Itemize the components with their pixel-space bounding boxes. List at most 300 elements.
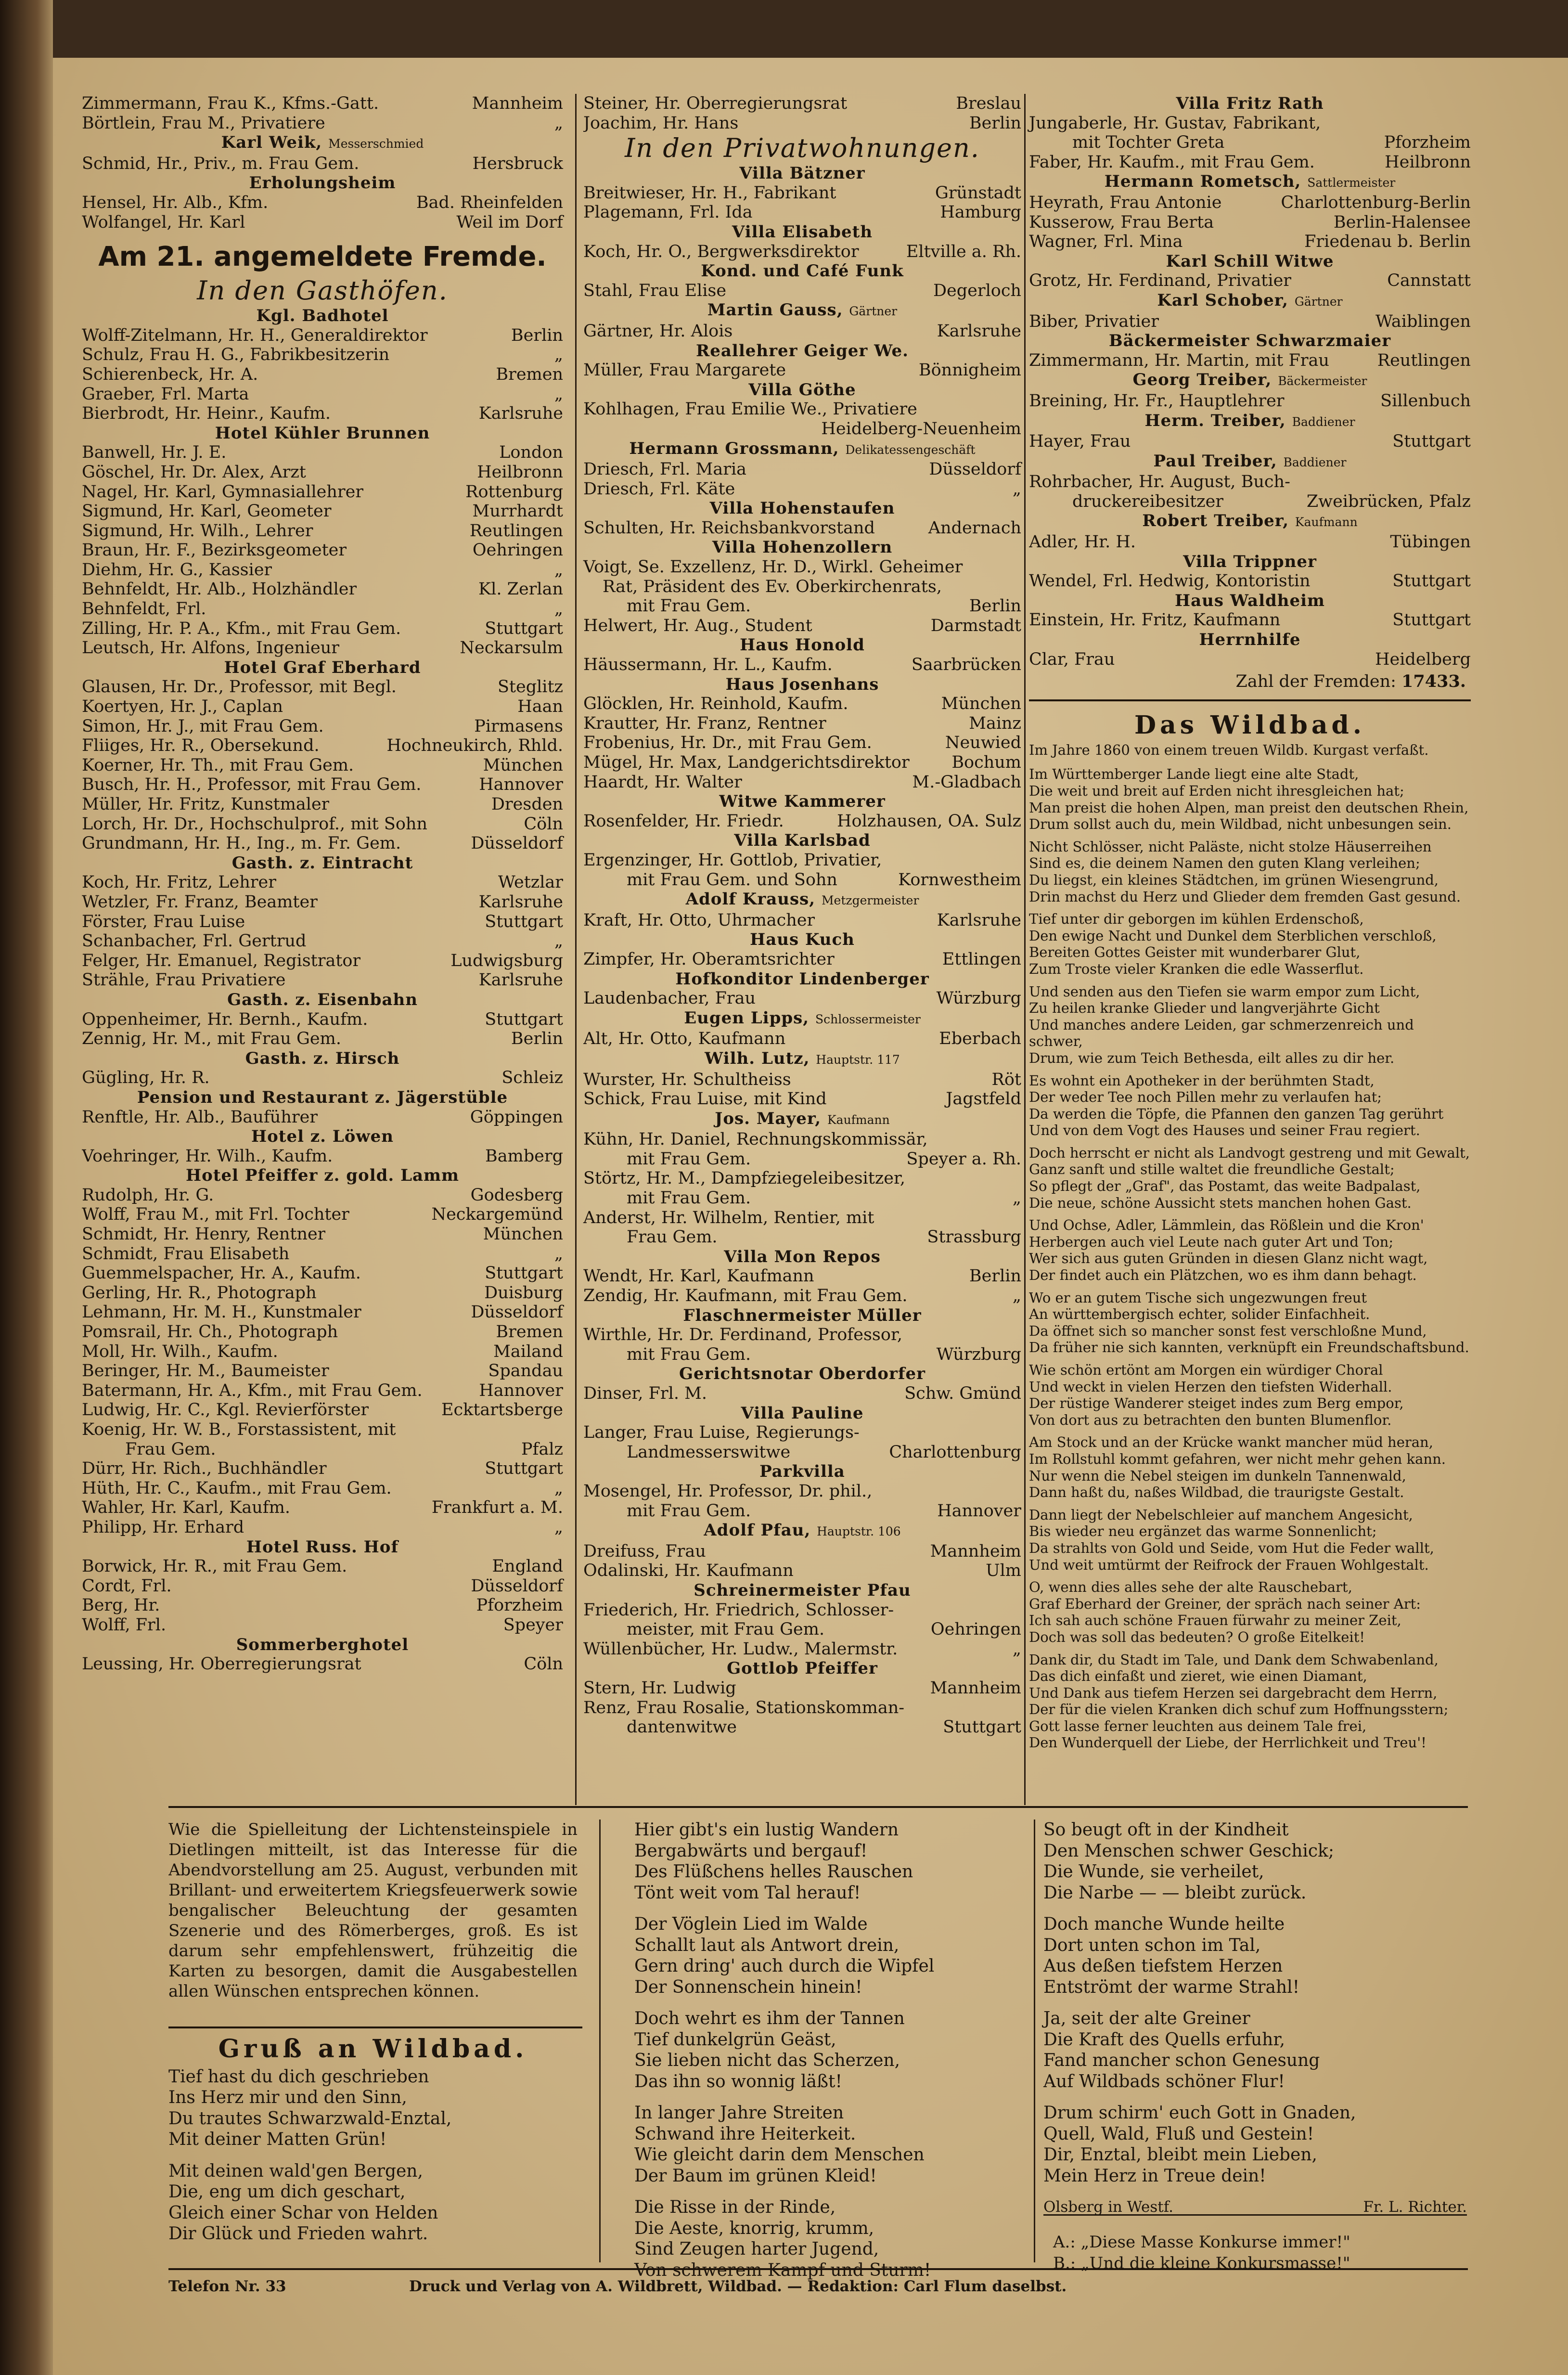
guest-origin: Ettlingen bbox=[942, 949, 1021, 969]
entry-line: Heidelberg-Neuenheim bbox=[821, 419, 1021, 439]
verse-line: Und Dank aus tiefem Herzen sei dargebracht dem Herrn, bbox=[1029, 1684, 1438, 1701]
verse-line: Ganz sanft und stille waltet die freundliche Gestalt; bbox=[1029, 1161, 1395, 1178]
guest-name: Voehringer, Hr. Wilh., Kaufm. bbox=[82, 1146, 333, 1166]
verse-line: Im Rollstuhl kommt gefahren, wer nicht mehr gehen kann. bbox=[1029, 1450, 1446, 1467]
guest-entry bbox=[583, 1639, 1021, 1659]
verse-line: Drum, wie zum Teich Bethesda, eilt alles zu dir her. bbox=[1029, 1049, 1395, 1066]
guest-origin: „ bbox=[554, 599, 563, 619]
verse-line: Gott lasse ferner leuchten aus deinem Tale frei, bbox=[1029, 1717, 1367, 1734]
guest-entry bbox=[82, 1068, 563, 1088]
guest-entry bbox=[82, 1361, 563, 1381]
guest-entry bbox=[82, 1615, 563, 1635]
guest-entry bbox=[583, 1089, 1021, 1109]
guest-name: Batermann, Hr. A., Kfm., mit Frau Gem. bbox=[82, 1381, 423, 1400]
guest-origin: Sillenbuch bbox=[1380, 391, 1471, 411]
stanza bbox=[1029, 1217, 1471, 1283]
guest-origin: „ bbox=[554, 931, 563, 951]
guest-entry bbox=[583, 753, 1021, 773]
guest-origin: Hannover bbox=[937, 1501, 1021, 1521]
poem-signature: Olsberg in Westf. Fr. L. Richter. bbox=[1043, 2198, 1467, 2216]
guest-origin: „ bbox=[554, 560, 563, 580]
guest-name: Schanbacher, Frl. Gertrud bbox=[82, 931, 307, 951]
guest-entry bbox=[583, 1501, 1021, 1521]
guest-origin: Dresden bbox=[491, 795, 563, 814]
guest-entry bbox=[1029, 492, 1471, 512]
guest-entry bbox=[82, 834, 563, 853]
guest-entry bbox=[583, 616, 1021, 636]
guest-origin: Berlin bbox=[969, 596, 1021, 616]
guest-origin: Darmstadt bbox=[930, 616, 1021, 635]
verse-line: Du trautes Schwarzwald-Enztal, bbox=[168, 2108, 452, 2129]
column-rule-1 bbox=[575, 94, 577, 1805]
guest-entry bbox=[82, 1479, 563, 1498]
guest-origin: Jagstfeld bbox=[946, 1089, 1021, 1109]
entry-line: Kühn, Hr. Daniel, Rechnungskommissär, bbox=[583, 1130, 928, 1149]
guest-name: Zendig, Hr. Kaufmann, mit Frau Gem. bbox=[583, 1286, 908, 1306]
guest-entry bbox=[82, 814, 563, 834]
guest-name: Frau Gem. bbox=[627, 1227, 718, 1247]
guest-entry bbox=[583, 773, 1021, 792]
verse-line: Bergabwärts und bergauf! bbox=[634, 1841, 868, 1861]
guest-name: Wendel, Frl. Hedwig, Kontoristin bbox=[1029, 571, 1311, 591]
guest-name: Gärtner, Hr. Alois bbox=[583, 321, 733, 341]
guest-origin: Berlin-Halensee bbox=[1333, 212, 1471, 232]
guest-entry bbox=[1029, 571, 1471, 591]
section-heading: Adolf Pfau, Hauptstr. 106 bbox=[704, 1521, 901, 1540]
guest-entry bbox=[82, 365, 563, 385]
verse-line: Der weder Tee noch Pillen mehr zu verlaufen hat; bbox=[1029, 1089, 1382, 1106]
guest-origin: Stuttgart bbox=[485, 1009, 563, 1029]
book-spine bbox=[0, 0, 53, 2375]
guest-entry bbox=[82, 1381, 563, 1401]
guest-origin: Oehringen bbox=[472, 541, 563, 560]
guest-origin: Bönnigheim bbox=[918, 361, 1021, 380]
guest-name: Hayer, Frau bbox=[1029, 432, 1131, 452]
section-heading: Reallehrer Geiger We. bbox=[695, 341, 909, 361]
stanza bbox=[634, 2103, 1029, 2186]
guest-origin: Pforzheim bbox=[1384, 133, 1471, 153]
guest-name: Strähle, Frau Privatiere bbox=[82, 970, 286, 990]
guest-origin: Düsseldorf bbox=[929, 460, 1021, 479]
verse-line: Von schwerem Kampf und Sturm! bbox=[634, 2260, 931, 2280]
guest-entry bbox=[583, 183, 1021, 203]
verse-line: Drum sollst auch du, mein Wildbad, nicht unbesungen sein. bbox=[1029, 816, 1452, 833]
verse-line: Ins Herz mir und den Sinn, bbox=[168, 2088, 407, 2107]
verse-line: Entströmt der warme Strahl! bbox=[1043, 1977, 1300, 1997]
guest-entry bbox=[82, 717, 563, 736]
section-heading: Gottlob Pfeiffer bbox=[727, 1659, 878, 1678]
guest-name: Wagner, Frl. Mina bbox=[1029, 232, 1183, 252]
guest-origin: Charlottenburg bbox=[889, 1442, 1021, 1462]
guest-entry bbox=[1029, 432, 1471, 452]
section-heading: Schreinermeister Pfau bbox=[694, 1580, 911, 1600]
poem-body bbox=[1029, 766, 1471, 1751]
verse-line: Da früher nie sich kannten, verknüpft ein Freundschaftsbund. bbox=[1029, 1339, 1469, 1356]
verse-line: Gleich einer Schar von Helden bbox=[168, 2203, 438, 2223]
guest-name: Göschel, Hr. Dr. Alex, Arzt bbox=[82, 462, 306, 482]
guest-name: Plagemann, Frl. Ida bbox=[583, 203, 753, 222]
verse-line: Da öffnet sich so mancher sonst fest verschloßne Mund, bbox=[1029, 1322, 1427, 1339]
guest-origin: Mannheim bbox=[930, 1541, 1021, 1561]
guest-origin: Bremen bbox=[496, 1322, 563, 1342]
guest-origin: Mailand bbox=[493, 1342, 563, 1361]
verse-line: Zu heilen kranke Glieder und langverjährte Gicht bbox=[1029, 1000, 1380, 1017]
guest-origin: Berlin bbox=[511, 325, 563, 345]
section-heading: Villa Bätzner bbox=[739, 164, 865, 183]
guest-entry bbox=[82, 94, 563, 114]
guest-name: Wendt, Hr. Karl, Kaufmann bbox=[583, 1266, 814, 1286]
guest-origin: Pfalz bbox=[521, 1439, 563, 1459]
guest-entry bbox=[583, 1561, 1021, 1581]
guest-entry bbox=[1029, 153, 1471, 172]
guest-name: Wüllenbücher, Hr. Ludw., Malermstr. bbox=[583, 1639, 898, 1659]
guest-name: Behnfeldt, Hr. Alb., Holzhändler bbox=[82, 580, 357, 599]
guest-origin: Stuttgart bbox=[485, 912, 563, 931]
guest-entry bbox=[82, 1596, 563, 1615]
verse-line: Der rüstige Wanderer steiget indes zum Berg empor, bbox=[1029, 1395, 1404, 1412]
guest-name: Zilling, Hr. P. A., Kfm., mit Frau Gem. bbox=[82, 619, 401, 638]
poem-title: Gruß an Wildbad. bbox=[218, 2034, 528, 2064]
entry-line: Friederich, Hr. Friedrich, Schlosser- bbox=[583, 1600, 894, 1620]
verse-line: Da strahlts von Gold und Seide, vom Hut die Feder wallt, bbox=[1029, 1539, 1434, 1556]
guest-entry bbox=[583, 203, 1021, 222]
entry-line: Mosengel, Hr. Professor, Dr. phil., bbox=[583, 1481, 873, 1501]
guest-origin: Breslau bbox=[956, 94, 1021, 113]
guest-name: Simon, Hr. J., mit Frau Gem. bbox=[82, 716, 324, 736]
section-heading: Gerichtsnotar Oberdorfer bbox=[679, 1364, 926, 1384]
guest-name: Dinser, Frl. M. bbox=[583, 1384, 707, 1403]
guest-name: Berg, Hr. bbox=[82, 1596, 160, 1615]
guest-origin: Schw. Gmünd bbox=[904, 1384, 1021, 1403]
announcement: Wie die Spielleitung der Lichtensteinspiele in Dietlingen mitteilt, ist das Interesse für die Abendvorstellung am 25. August, verbunden mit Brillant- und erweitertem Kriegsfeuerwerk sowie bengalischer Beleuchtung der gesamten Szenerie und des Römerberges, groß. Es ist darum sehr empfehlenswert, frühzeitig die Karten zu besorgen, damit die Ausgabestellen allen Wünschen entsprechen können. bbox=[168, 1820, 578, 2001]
guest-entry bbox=[82, 502, 563, 521]
entry-line: Störtz, Hr. M., Dampfziegeleibesitzer, bbox=[583, 1169, 906, 1188]
guest-name: Wolff, Frl. bbox=[82, 1615, 167, 1635]
guest-origin: Frankfurt a. M. bbox=[431, 1498, 563, 1518]
guest-origin: Degerloch bbox=[933, 281, 1021, 300]
guest-origin: Stuttgart bbox=[485, 1459, 563, 1479]
guest-name: Busch, Hr. H., Professor, mit Frau Gem. bbox=[82, 775, 422, 795]
section-heading: Eugen Lipps, Schlossermeister bbox=[684, 1008, 921, 1028]
bottom-column-3 bbox=[1043, 1820, 1467, 2274]
guest-name: Bierbrodt, Hr. Heinr., Kaufm. bbox=[82, 404, 331, 424]
stanza bbox=[1029, 983, 1471, 1067]
guest-name: mit Frau Gem. bbox=[627, 1344, 751, 1364]
section-heading: Villa Pauline bbox=[741, 1403, 864, 1423]
guest-name: Breitwieser, Hr. H., Fabrikant bbox=[583, 183, 836, 203]
section-heading: Kgl. Badhotel bbox=[256, 306, 389, 326]
verse-line: Tief unter dir geborgen im kühlen Erdenschoß, bbox=[1029, 911, 1364, 928]
guest-name: mit Frau Gem. bbox=[627, 1188, 751, 1208]
section-heading: Haus Waldheim bbox=[1174, 591, 1325, 610]
guest-name: Wahler, Hr. Karl, Kaufm. bbox=[82, 1498, 291, 1518]
guest-name: Schulten, Hr. Reichsbankvorstand bbox=[583, 518, 875, 538]
guest-name: druckereibesitzer bbox=[1072, 491, 1224, 511]
section-heading: Karl Weik, Messerschmied bbox=[221, 133, 424, 153]
verse-line: Ich sah auch schöne Frauen fürwahr zu meiner Zeit, bbox=[1029, 1612, 1401, 1629]
verse-line: Von dort aus zu betrachten den bunten Blumenflor. bbox=[1029, 1411, 1392, 1428]
verse-line: O, wenn dies alles sehe der alte Rauschebart, bbox=[1029, 1579, 1352, 1596]
guest-name: Clar, Frau bbox=[1029, 649, 1115, 669]
guest-entry bbox=[583, 1149, 1021, 1169]
stanza bbox=[634, 1914, 1029, 1998]
section-heading: Martin Gauss, Gärtner bbox=[707, 300, 898, 320]
verse-line: Zum Troste vieler Kranken die edle Wasserflut. bbox=[1029, 960, 1364, 977]
guest-origin: Kornwestheim bbox=[898, 870, 1021, 890]
guest-entry bbox=[82, 1147, 563, 1166]
section-heading: Georg Treiber, Bäckermeister bbox=[1132, 370, 1367, 390]
guest-entry bbox=[1029, 232, 1471, 252]
guest-origin: Stuttgart bbox=[485, 619, 563, 638]
section-heading: Bäckermeister Schwarzmaier bbox=[1108, 331, 1391, 351]
guest-name: Schick, Frau Luise, mit Kind bbox=[583, 1089, 827, 1109]
section-heading: Haus Kuch bbox=[750, 930, 855, 950]
guest-name: Lorch, Hr. Dr., Hochschulprof., mit Sohn bbox=[82, 814, 427, 834]
verse-line: So beugt oft in der Kindheit bbox=[1043, 1820, 1289, 1840]
guest-entry bbox=[1029, 351, 1471, 371]
guest-name: Rosenfelder, Hr. Friedr. bbox=[583, 811, 784, 831]
verse-line: So pflegt der „Graf", das Postamt, das weite Badpalast, bbox=[1029, 1178, 1421, 1195]
guest-entry bbox=[583, 950, 1021, 969]
section-heading: Karl Schober, Gärtner bbox=[1157, 290, 1343, 310]
guest-entry bbox=[82, 795, 563, 814]
guest-entry bbox=[82, 1205, 563, 1225]
guest-origin: Eltville a. Rh. bbox=[906, 242, 1021, 261]
guest-name: Lehmann, Hr. M. H., Kunstmaler bbox=[82, 1303, 361, 1322]
guest-entry bbox=[82, 1498, 563, 1518]
guest-origin: Schleiz bbox=[501, 1068, 563, 1088]
guest-origin: Charlottenburg-Berlin bbox=[1281, 193, 1471, 212]
verse-line: An württembergisch echter, solider Einfachheit. bbox=[1029, 1306, 1370, 1323]
guest-origin: Oehringen bbox=[930, 1620, 1021, 1639]
guest-entry bbox=[583, 1188, 1021, 1208]
guest-name: Grundmann, Hr. H., Ing., m. Fr. Gem. bbox=[82, 834, 401, 853]
guest-entry bbox=[82, 775, 563, 795]
stanza bbox=[1029, 766, 1471, 832]
verse-line: Der für die vielen Kranken dich schuf zum Hoffnungsstern; bbox=[1029, 1701, 1449, 1718]
guest-entry bbox=[82, 736, 563, 756]
guest-origin: München bbox=[483, 1225, 563, 1244]
guest-entry bbox=[583, 733, 1021, 753]
stanza bbox=[1029, 1652, 1471, 1752]
guest-origin: Murrhardt bbox=[472, 502, 563, 521]
verse-line: Wie gleicht darin dem Menschen bbox=[634, 2145, 925, 2165]
guest-entry bbox=[1029, 193, 1471, 213]
verse-line: Im Württemberger Lande liegt eine alte Stadt, bbox=[1029, 766, 1359, 783]
section-heading: Hermann Grossmann, Delikatessengeschäft bbox=[629, 439, 976, 458]
verse-line: Die Kraft des Quells erfuhr, bbox=[1043, 2029, 1285, 2050]
guest-origin: Steglitz bbox=[497, 677, 563, 697]
verse-line: Quell, Wald, Fluß und Gestein! bbox=[1043, 2124, 1314, 2144]
guest-entry bbox=[82, 1283, 563, 1303]
guest-entry bbox=[583, 694, 1021, 714]
guest-entry bbox=[82, 443, 563, 463]
guest-name: Pomsrail, Hr. Ch., Photograph bbox=[82, 1322, 338, 1342]
guest-name: Philipp, Hr. Erhard bbox=[82, 1517, 244, 1537]
guest-entry bbox=[583, 1620, 1021, 1639]
guest-origin: Hannover bbox=[479, 1381, 563, 1400]
guest-entry bbox=[82, 1264, 563, 1283]
guest-name: Wurster, Hr. Schultheiss bbox=[583, 1070, 791, 1089]
guest-name: Wetzler, Fr. Franz, Beamter bbox=[82, 892, 318, 912]
guest-origin: Rottenburg bbox=[465, 482, 563, 502]
guest-name: Stern, Hr. Ludwig bbox=[583, 1678, 736, 1698]
guest-origin: Karlsruhe bbox=[478, 892, 563, 912]
guest-name: Zimpfer, Hr. Oberamtsrichter bbox=[583, 949, 835, 969]
guest-entry bbox=[82, 1322, 563, 1342]
guest-origin: München bbox=[941, 694, 1021, 714]
section-heading: Jos. Mayer, Kaufmann bbox=[715, 1109, 890, 1128]
guest-name: Koch, Hr. Fritz, Lehrer bbox=[82, 873, 276, 892]
stanza bbox=[1043, 2103, 1467, 2186]
section-heading: Hotel Graf Eberhard bbox=[224, 658, 421, 677]
guest-entry bbox=[82, 931, 563, 951]
guest-name: Krautter, Hr. Franz, Rentner bbox=[583, 713, 826, 733]
guest-origin: Berlin bbox=[969, 1266, 1021, 1286]
guest-origin: Karlsruhe bbox=[478, 970, 563, 990]
section-heading: Erholungsheim bbox=[249, 173, 396, 193]
verse-line: Es wohnt ein Apotheker in der berühmten Stadt, bbox=[1029, 1072, 1375, 1089]
verse-line: Tönt weit vom Tal herauf! bbox=[634, 1883, 861, 1903]
verse-line: Und Ochse, Adler, Lämmlein, das Rößlein und die Kron' bbox=[1029, 1217, 1424, 1234]
guest-origin: Cannstatt bbox=[1387, 271, 1471, 291]
guest-origin: Saarbrücken bbox=[911, 655, 1021, 675]
guest-name: Beringer, Hr. M., Baumeister bbox=[82, 1361, 329, 1381]
divider bbox=[1029, 699, 1471, 701]
guest-origin: Heilbronn bbox=[1385, 152, 1471, 172]
guest-origin: Pirmasens bbox=[474, 716, 563, 736]
guest-name: Odalinski, Hr. Kaufmann bbox=[583, 1561, 794, 1581]
verse-line: Mit deinen wald'gen Bergen, bbox=[168, 2161, 423, 2181]
guest-name: Sigmund, Hr. Karl, Geometer bbox=[82, 502, 332, 521]
poem-subtitle: Im Jahre 1860 von einem treuen Wildb. Kurgast verfaßt. bbox=[1029, 742, 1429, 759]
verse-line: Aus deßen tiefstem Herzen bbox=[1043, 1956, 1283, 1976]
guest-origin: Ecktartsberge bbox=[441, 1400, 563, 1420]
guest-entry bbox=[82, 599, 563, 619]
guest-origin: Bochum bbox=[951, 753, 1021, 772]
column-3 bbox=[1029, 94, 1471, 1757]
guest-entry bbox=[82, 326, 563, 346]
guest-origin: „ bbox=[554, 1244, 563, 1264]
verse-line: Doch manche Wunde heilte bbox=[1043, 1914, 1285, 1934]
section-heading: Gasth. z. Hirsch bbox=[245, 1048, 400, 1068]
guest-name: Banwell, Hr. J. E. bbox=[82, 443, 227, 463]
guest-entry bbox=[583, 322, 1021, 341]
guest-origin: Cöln bbox=[524, 814, 563, 834]
stanza bbox=[168, 2161, 578, 2245]
guest-name: Adler, Hr. H. bbox=[1029, 532, 1136, 552]
guest-name: mit Frau Gem. bbox=[627, 1501, 751, 1521]
guest-entry bbox=[82, 1029, 563, 1049]
verse-line: Und senden aus den Tiefen sie warm empor zum Licht, bbox=[1029, 983, 1420, 1000]
section-heading: Haus Josenhans bbox=[725, 674, 879, 694]
guest-name: Häussermann, Hr. L., Kaufm. bbox=[583, 655, 833, 675]
guest-entry bbox=[82, 1108, 563, 1127]
guest-origin: Zweibrücken, Pfalz bbox=[1306, 491, 1471, 511]
guest-name: Grotz, Hr. Ferdinand, Privatier bbox=[1029, 271, 1292, 291]
entry-line: Langer, Frau Luise, Regierungs- bbox=[583, 1423, 860, 1443]
verse-line: Drum schirm' euch Gott in Gnaden, bbox=[1043, 2103, 1356, 2123]
guest-name: Koerner, Hr. Th., mit Frau Gem. bbox=[82, 755, 354, 775]
guest-name: Breining, Hr. Fr., Hauptlehrer bbox=[1029, 391, 1285, 411]
guest-name: Fliiges, Hr. R., Obersekund. bbox=[82, 736, 320, 756]
verse-line: Tief dunkelgrün Geäst, bbox=[634, 2029, 836, 2050]
guest-entry bbox=[82, 541, 563, 560]
section-heading: Gasth. z. Eintracht bbox=[231, 853, 413, 873]
guest-name: Rudolph, Hr. G. bbox=[82, 1185, 214, 1205]
stanza bbox=[1029, 1362, 1471, 1428]
entry-line: Jungaberle, Hr. Gustav, Fabrikant, bbox=[1029, 113, 1321, 133]
column-1 bbox=[82, 94, 563, 1674]
guest-entry bbox=[82, 345, 563, 365]
guest-name: Alt, Hr. Otto, Kaufmann bbox=[583, 1029, 786, 1049]
guest-name: Hensel, Hr. Alb., Kfm. bbox=[82, 193, 269, 212]
guest-entry bbox=[583, 1266, 1021, 1286]
section-heading: Gasth. z. Eisenbahn bbox=[227, 990, 418, 1009]
verse-line: Den Menschen schwer Geschick; bbox=[1043, 1841, 1335, 1861]
guest-entry bbox=[82, 154, 563, 174]
stanza bbox=[1029, 839, 1471, 905]
section-heading: Villa Trippner bbox=[1183, 552, 1317, 571]
verse-line: Der Sonnenschein hinein! bbox=[634, 1977, 862, 1997]
verse-line: Der Vöglein Lied im Walde bbox=[634, 1914, 868, 1934]
guest-name: Steiner, Hr. Oberregierungsrat bbox=[583, 94, 848, 113]
guest-name: Haardt, Hr. Walter bbox=[583, 772, 742, 792]
stanza bbox=[1029, 1507, 1471, 1573]
verse-line: Den Wunderquell der Liebe, der Herrlichkeit und Treu'! bbox=[1029, 1734, 1427, 1751]
verse-line: Der findet auch ein Plätzchen, wo es ihm dann behagt. bbox=[1029, 1267, 1417, 1284]
guest-entry bbox=[82, 912, 563, 932]
verse-line: Man preist die hohen Alpen, man preist den deutschen Rhein, bbox=[1029, 799, 1469, 816]
entry-line: Kohlhagen, Frau Emilie We., Privatiere bbox=[583, 400, 917, 419]
section-heading: Haus Honold bbox=[740, 635, 865, 655]
verse-line: Bis wieder neu ergänzet das warme Sonnenlicht; bbox=[1029, 1523, 1377, 1540]
verse-line: Und manches andere Leiden, gar schmerzenreich und schwer, bbox=[1029, 1016, 1414, 1050]
section-heading: Villa Hohenzollern bbox=[712, 538, 893, 557]
guest-origin: Neckargemünd bbox=[431, 1205, 563, 1225]
guest-entry bbox=[82, 697, 563, 717]
guest-origin: Hersbruck bbox=[472, 154, 563, 173]
bottom-column-1 bbox=[168, 1820, 578, 2255]
guest-name: Wolfangel, Hr. Karl bbox=[82, 212, 245, 232]
guest-entry bbox=[583, 1384, 1021, 1404]
guest-name: Gerling, Hr. R., Photograph bbox=[82, 1283, 317, 1303]
section-heading: Hotel Russ. Hof bbox=[246, 1537, 399, 1557]
guest-name: Driesch, Frl. Käte bbox=[583, 479, 735, 499]
guest-name: Kusserow, Frau Berta bbox=[1029, 212, 1214, 232]
guest-name: Braun, Hr. F., Bezirksgeometer bbox=[82, 541, 347, 560]
guest-origin: Neckarsulm bbox=[460, 638, 563, 658]
entry-line: Rat, Präsident des Ev. Oberkirchenrats, bbox=[603, 577, 942, 596]
guest-entry bbox=[82, 193, 563, 213]
verse-line: Dort unten schon im Tal, bbox=[1043, 1935, 1261, 1955]
section-heading: Villa Karlsbad bbox=[734, 831, 871, 851]
guest-origin: Heidelberg bbox=[1375, 649, 1471, 669]
guest-origin: „ bbox=[1012, 1188, 1021, 1208]
guest-entry bbox=[583, 1717, 1021, 1737]
guest-entry bbox=[82, 677, 563, 697]
verse-line: Am Stock und an der Krücke wankt mancher müd heran, bbox=[1029, 1434, 1433, 1451]
guest-origin: „ bbox=[554, 113, 563, 133]
guest-entry bbox=[82, 1225, 563, 1244]
guest-origin: Weil im Dorf bbox=[456, 212, 563, 232]
guest-entry bbox=[1029, 133, 1471, 153]
column-rule-2 bbox=[1024, 94, 1026, 1805]
guest-entry bbox=[583, 1443, 1021, 1462]
stanza bbox=[1029, 1072, 1471, 1139]
guest-origin: Bamberg bbox=[485, 1146, 563, 1166]
guest-origin: Würzburg bbox=[936, 989, 1021, 1008]
